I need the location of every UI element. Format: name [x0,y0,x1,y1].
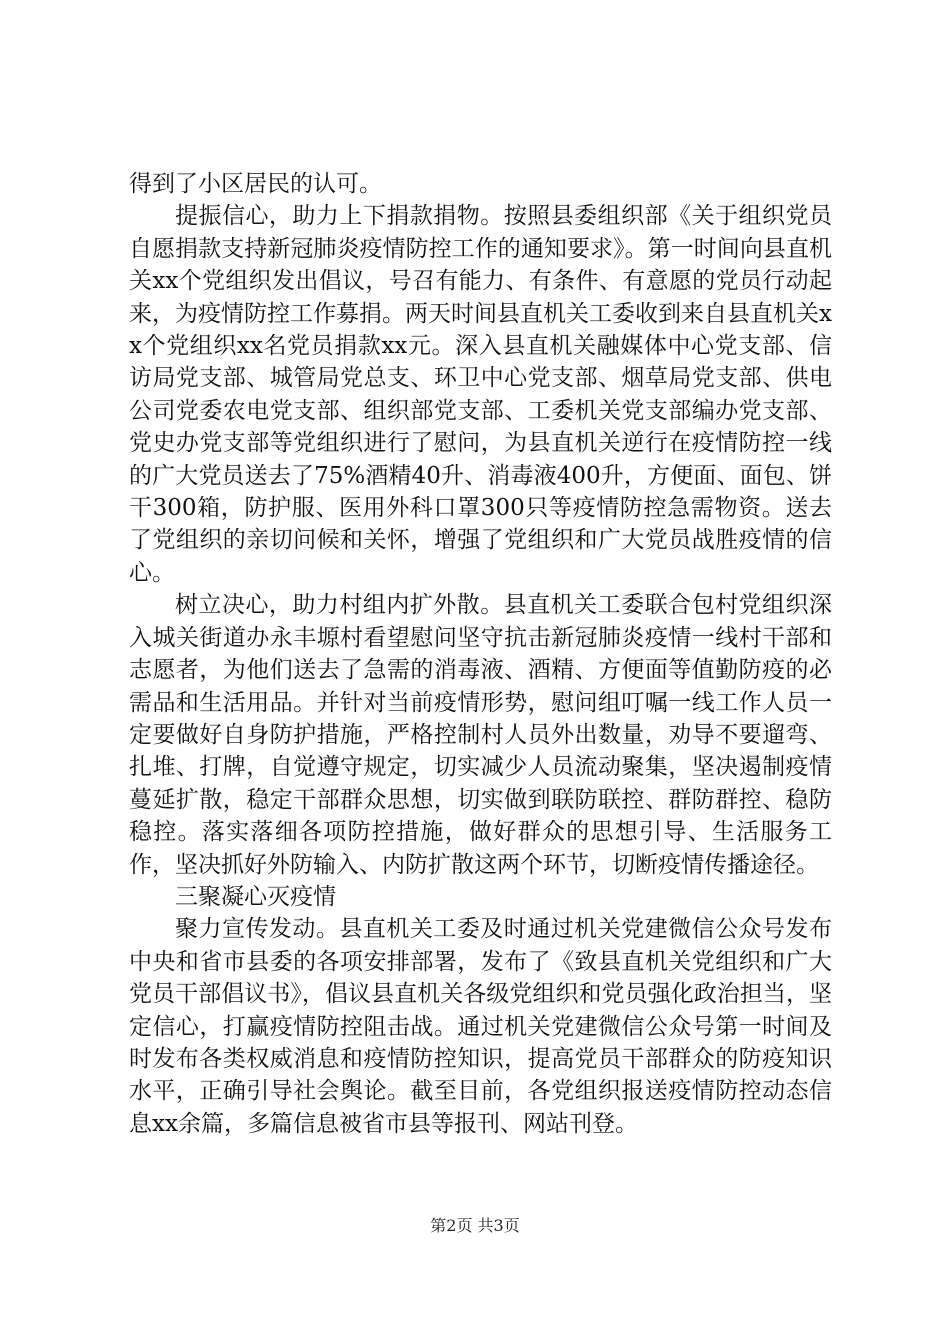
paragraph-village-support: 树立决心，助力村组内扩外散。县直机关工委联合包村党组织深入城关街道办永丰塬村看望慰问坚守抗击新冠肺炎疫情一线村干部和志愿者，为他们送去了急需的消毒液、酒精、方便面等值勤防疫的必需品和生活用品。并针对当前疫情形势，慰问组叮嘱一线工作人员一定要做好自身防护措施，严格控制村人员外出数量，劝导不要遛弯、扎堆、打牌，自觉遵守规定，切实减少人员流动聚集，坚决遏制疫情蔓延扩散，稳定干部群众思想，切实做到联防联控、群防群控、稳防稳控。落实落细各项防控措施，做好群众的思想引导、生活服务工作，坚决抓好外防输入、内防扩散这两个环节，切断疫情传播途径。 [129,592,832,878]
page-number: 第2页 共3页 [430,1216,520,1235]
page-footer [0,1216,950,1236]
paragraph-continuation: 得到了小区居民的认可。 [129,171,382,197]
section-heading: 三聚凝心灭疫情 [175,883,336,910]
paragraph-publicity: 聚力宣传发动。县直机关工委及时通过机关党建微信公众号发布中央和省市县委的各项安排部署，发布了《致县直机关党组织和广大党员干部倡议书》，倡议县直机关各级党组织和党员强化政治担当，坚定信心，打赢疫情防控阻击战。通过机关党建微信公众号第一时间及时发布各类权威消息和疫情防控知识，提高党员干部群众的防疫知识水平，正确引导社会舆论。截至目前，各党组织报送疫情防控动态信息xx余篇，多篇信息被省市县等报刊、网站刊登。 [129,916,832,1137]
paragraph-donations: 提振信心，助力上下捐款捐物。按照县委组织部《关于组织党员自愿捐款支持新冠肺炎疫情防控工作的通知要求》。第一时间向县直机关xx个党组织发出倡议，号召有能力、有条件、有意愿的党员行动起来，为疫情防控工作募捐。两天时间县直机关工委收到来自县直机关xx个党组织xx名党员捐款xx元。深入县直机关融媒体中心党支部、信访局党支部、城管局党总支、环卫中心党支部、烟草局党支部、供电公司党委农电党支部、组织部党支部、工委机关党支部编办党支部、党史办党支部等党组织进行了慰问，为县直机关逆行在疫情防控一线的广大党员送去了75%酒精40升、消毒液400升，方便面、面包、饼干300箱，防护服、医用外科口罩300只等疫情防控急需物资。送去了党组织的亲切问候和关怀，增强了党组织和广大党员战胜疫情的信心。 [129,203,832,586]
document-body [129,168,832,1140]
